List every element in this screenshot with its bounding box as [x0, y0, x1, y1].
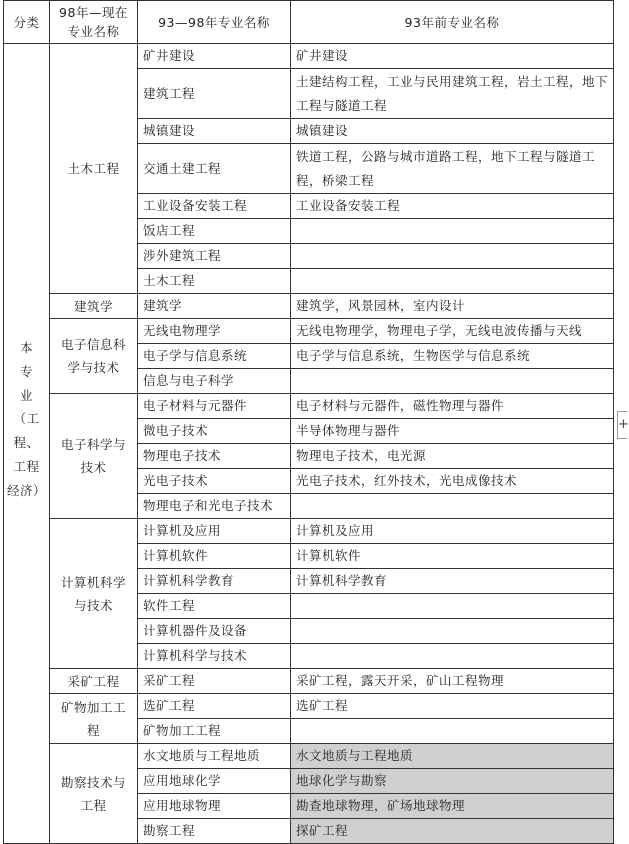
category-char: 经济）: [6, 482, 46, 498]
mid-period-name: 微电子技术: [138, 419, 291, 444]
pre93-name: [291, 269, 614, 294]
pre93-name: [291, 619, 614, 644]
group-name: 矿物加工工程: [50, 694, 138, 744]
table-row: [4, 694, 614, 719]
table-row: [4, 294, 614, 319]
pre93-name: 土建结构工程，工业与民用建筑工程，岩土工程，地下工程与隧道工程: [291, 69, 614, 119]
mid-period-name: 涉外建筑工程: [138, 244, 291, 269]
expand-marker[interactable]: +: [617, 411, 627, 439]
mid-period-name: 光电子技术: [138, 469, 291, 494]
pre93-name: 建筑学，风景园林，室内设计: [291, 294, 614, 319]
table-row: [4, 394, 614, 419]
mid-period-name: 计算机器件及设备: [138, 619, 291, 644]
mid-period-name: 计算机科学教育: [138, 569, 291, 594]
header-category: 分类: [4, 1, 50, 44]
pre93-name: 物理电子技术，电光源: [291, 444, 614, 469]
table-row: [4, 744, 614, 769]
group-name: 勘察技术与工程: [50, 744, 138, 844]
mid-period-name: 应用地球化学: [138, 769, 291, 794]
pre93-name: 水文地质与工程地质: [291, 744, 614, 769]
category-char: 业: [19, 387, 33, 403]
group-name: 电子科学与技术: [50, 394, 138, 519]
mid-period-name: 信息与电子科学: [138, 369, 291, 394]
group-name: 土木工程: [50, 44, 138, 294]
pre93-name: 半导体物理与器件: [291, 419, 614, 444]
mid-period-name: 物理电子技术: [138, 444, 291, 469]
pre93-name: 铁道工程，公路与城市道路工程，地下工程与隧道工程，桥梁工程: [291, 144, 614, 194]
pre93-name: 计算机及应用: [291, 519, 614, 544]
mid-period-name: 矿物加工工程: [138, 719, 291, 744]
pre93-name: [291, 494, 614, 519]
mid-period-name: 软件工程: [138, 594, 291, 619]
pre93-name: 地球化学与勘察: [291, 769, 614, 794]
mid-period-name: 交通土建工程: [138, 144, 291, 194]
category-char: 专: [19, 363, 33, 379]
category-char: 工程: [13, 458, 40, 474]
mid-period-name: 土木工程: [138, 269, 291, 294]
mid-period-name: 勘察工程: [138, 819, 291, 844]
category-cell: [4, 44, 50, 844]
mid-period-name: 无线电物理学: [138, 319, 291, 344]
pre93-name: 工业设备安装工程: [291, 194, 614, 219]
pre93-name: [291, 369, 614, 394]
pre93-name: 探矿工程: [291, 819, 614, 844]
group-name: 计算机科学与技术: [50, 519, 138, 669]
mid-period-name: 水文地质与工程地质: [138, 744, 291, 769]
header-row: [4, 1, 614, 44]
pre93-name: 城镇建设: [291, 119, 614, 144]
table-row: [4, 669, 614, 694]
mid-period-name: 饭店工程: [138, 219, 291, 244]
mid-period-name: 采矿工程: [138, 669, 291, 694]
pre93-name: 光电子技术，红外技术，光电成像技术: [291, 469, 614, 494]
pre93-name: 电子材料与元器件，磁性物理与器件: [291, 394, 614, 419]
pre93-name: [291, 219, 614, 244]
group-name: 建筑学: [50, 294, 138, 319]
pre93-name: 矿井建设: [291, 44, 614, 69]
mid-period-name: 电子材料与元器件: [138, 394, 291, 419]
table-row: [4, 44, 614, 69]
table-row: [4, 519, 614, 544]
mid-period-name: 建筑学: [138, 294, 291, 319]
table-row: [4, 319, 614, 344]
mid-period-name: 电子学与信息系统: [138, 344, 291, 369]
pre93-name: [291, 644, 614, 669]
mid-period-name: 计算机软件: [138, 544, 291, 569]
pre93-name: [291, 244, 614, 269]
pre93-name: 无线电物理学，物理电子学，无线电波传播与天线: [291, 319, 614, 344]
pre93-name: 计算机科学教育: [291, 569, 614, 594]
pre93-name: 勘查地球物理，矿场地球物理: [291, 794, 614, 819]
mid-period-name: 矿井建设: [138, 44, 291, 69]
pre93-name: 电子学与信息系统，生物医学与信息系统: [291, 344, 614, 369]
pre93-name: [291, 719, 614, 744]
group-name: 采矿工程: [50, 669, 138, 694]
category-char: 本: [19, 340, 33, 355]
mid-period-name: 选矿工程: [138, 694, 291, 719]
mid-period-name: 城镇建设: [138, 119, 291, 144]
group-name: 电子信息科学与技术: [50, 319, 138, 394]
pre93-name: 计算机软件: [291, 544, 614, 569]
pre93-name: 选矿工程: [291, 694, 614, 719]
pre93-name: [291, 594, 614, 619]
mid-period-name: 应用地球物理: [138, 794, 291, 819]
header-9398-name: 93—98年专业名称: [138, 1, 291, 44]
mid-period-name: 计算机及应用: [138, 519, 291, 544]
major-table: [3, 0, 614, 844]
category-char: （工: [13, 411, 40, 427]
pre93-name: 采矿工程，露天开采，矿山工程物理: [291, 669, 614, 694]
mid-period-name: 建筑工程: [138, 69, 291, 119]
mid-period-name: 物理电子和光电子技术: [138, 494, 291, 519]
header-current-name: 98年—现在专业名称: [50, 1, 138, 44]
table-body: [4, 44, 614, 844]
mid-period-name: 工业设备安装工程: [138, 194, 291, 219]
header-pre93-name: 93年前专业名称: [291, 1, 614, 44]
category-char: 程、: [13, 435, 40, 450]
mid-period-name: 计算机科学与技术: [138, 644, 291, 669]
